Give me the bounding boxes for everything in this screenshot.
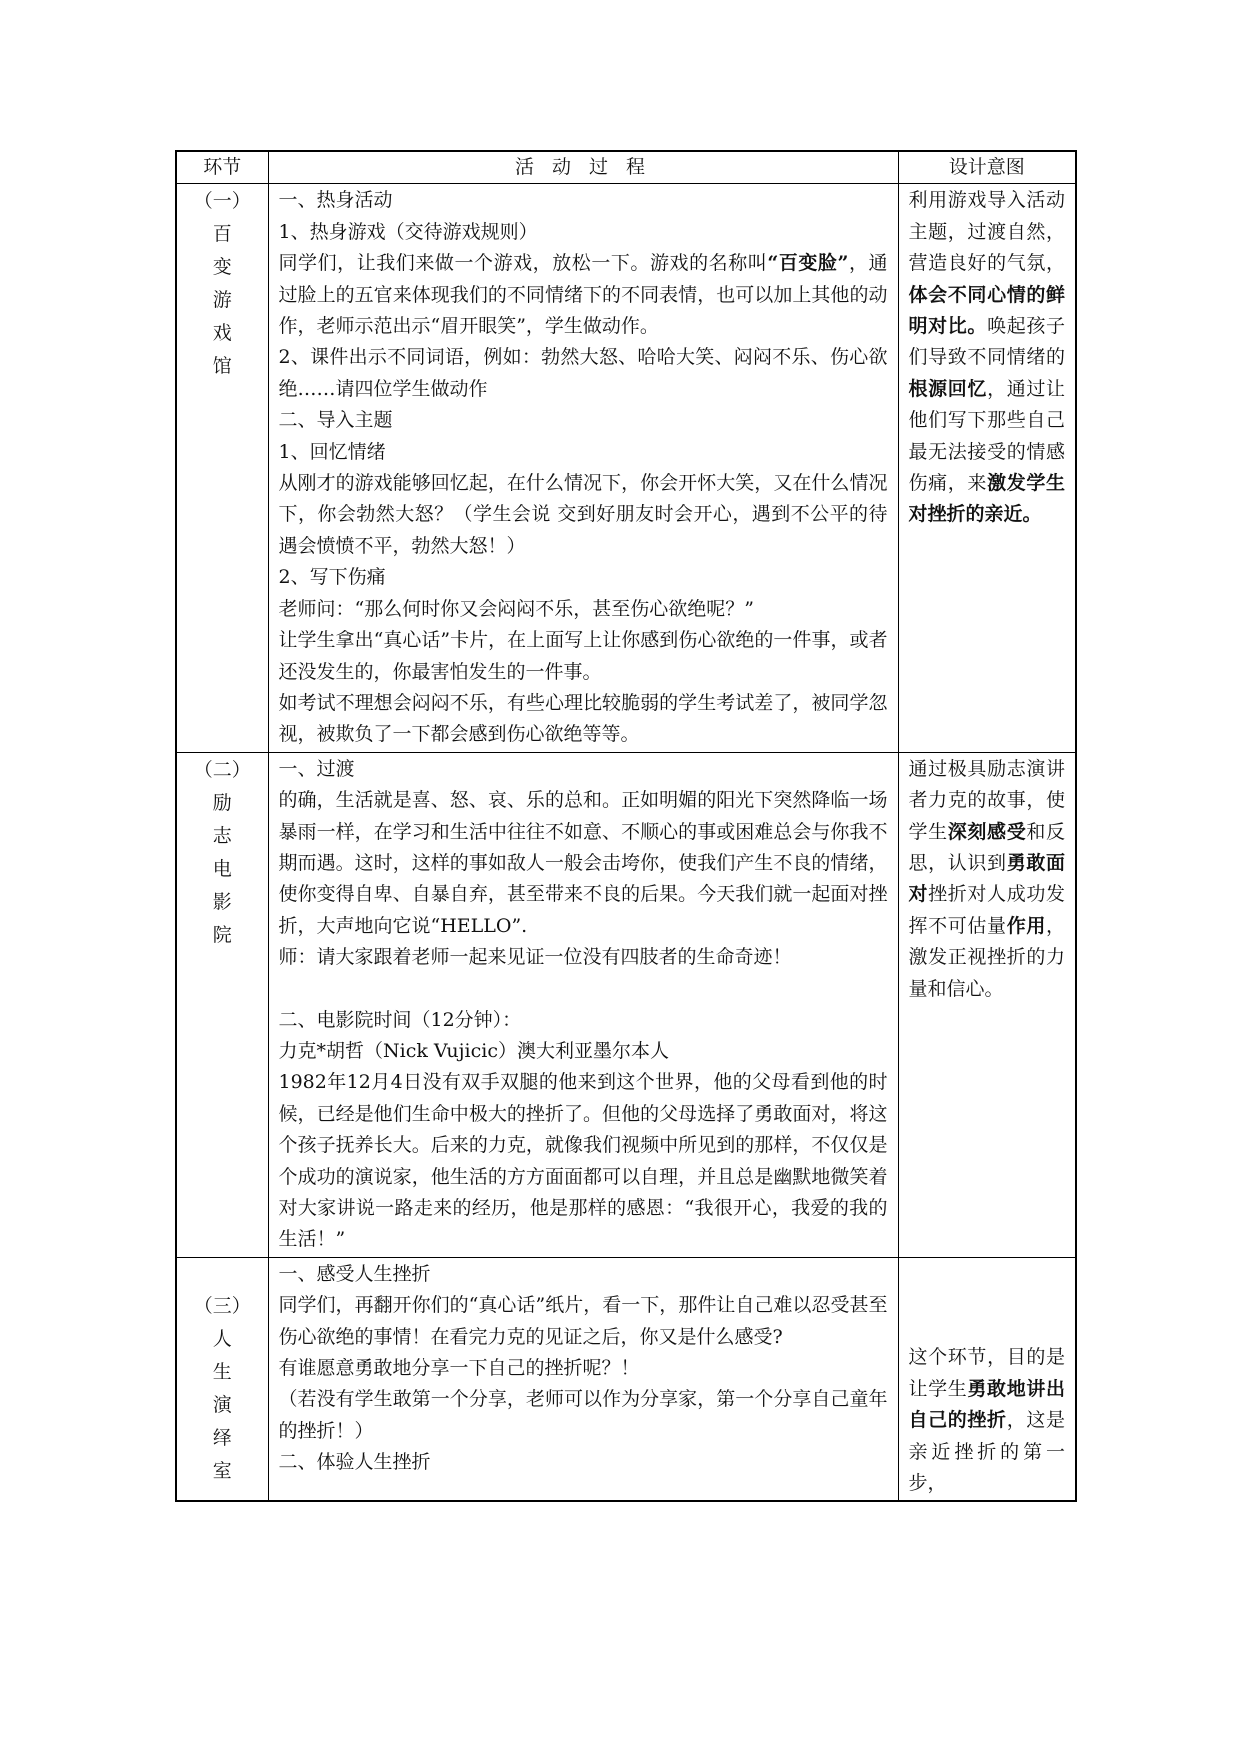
lesson-plan-table [175, 150, 1077, 1502]
intent-emphasis: 深刻感受 [947, 820, 1027, 843]
intent-part: 通过极具励志演讲者力克的故事，使学生 [908, 757, 1065, 843]
stage-name-char: 室 [212, 1459, 232, 1482]
activity-line: 1、回忆情绪 [278, 440, 386, 463]
intent-part: 挫折对人成功发挥不可估量 [908, 883, 1065, 937]
header-activity: 活 动 过 程 [268, 151, 898, 184]
table-row [176, 184, 1076, 752]
activity-line: 一、感受人生挫折 [278, 1262, 431, 1285]
activity-line: 二、导入主题 [278, 409, 393, 432]
stage-name-char: 游 [212, 289, 232, 312]
header-stage: 环节 [176, 151, 268, 184]
header-intent: 设计意图 [898, 151, 1076, 184]
intent-emphasis: 作用 [1006, 914, 1046, 937]
activity-line: 力克*胡哲（Nick Vujicic）澳大利亚墨尔本人 [278, 1039, 669, 1062]
activity-line: 二、电影院时间（12分钟）： [278, 1008, 522, 1031]
activity-line: 1、热身游戏（交待游戏规则） [278, 220, 538, 243]
table-row [176, 752, 1076, 1257]
activity-emphasis: “百变脸” [767, 252, 849, 275]
activity-line: 2、课件出示不同词语，例如：勃然大怒、哈哈大笑、闷闷不乐、伤心欲绝……请四位学生做动作 [278, 346, 888, 400]
activity-line: 如考试不理想会闷闷不乐，有些心理比较脆弱的学生考试差了，被同学忽视，被欺负了一下都会感到伤心欲绝等等。 [278, 691, 888, 746]
activity-line: 从刚才的游戏能够回忆起，在什么情况下，你会开怀大笑，又在什么情况下，你会勃然大怒？（学生会说 交到好朋友时会开心，遇到不公平的待遇会愤愤不平，勃然大怒！） [278, 472, 888, 557]
stage-cell [176, 752, 268, 1257]
table-row [176, 1257, 1076, 1501]
stage-name-char: 馆 [212, 355, 232, 378]
stage-number: （一） [193, 190, 251, 213]
intent-part: ，激发正视挫折的力量和信心。 [908, 914, 1065, 1000]
activity-line: 让学生拿出“真心话”卡片，在上面写上让你感到伤心欲绝的一件事，或者还没发生的，你最害怕发生的一件事。 [278, 629, 888, 683]
intent-emphasis: 勇敢地讲出自己的挫折 [908, 1377, 1065, 1432]
stage-number: （三） [193, 1294, 251, 1317]
intent-cell [898, 1257, 1076, 1501]
stage-name-char: 绎 [212, 1426, 232, 1449]
intent-emphasis: 根源回忆 [908, 377, 988, 400]
stage-name-char: 院 [212, 923, 232, 946]
activity-line: 的确，生活就是喜、怒、哀、乐的总和。正如明媚的阳光下突然降临一场暴雨一样，在学习和生活中往往不如意、不顺心的事或困难总会与你我不期而遇。这时，这样的事如敌人一般会击垮你，使我们产生不良的情绪，使你变得自卑、自暴自弃，甚至带来不良的后果。今天我们就一起面对挫折，大声地向它说“HELLO”. [278, 789, 888, 937]
activity-line: 有谁愿意勇敢地分享一下自己的挫折呢？！ [278, 1357, 640, 1380]
activity-line [279, 248, 888, 342]
activity-line: 2、写下伤痛 [278, 566, 386, 589]
stage-name-char: 生 [212, 1360, 232, 1383]
intent-cell [898, 184, 1076, 752]
blank-line [279, 974, 888, 1005]
stage-name-char: 励 [212, 791, 232, 814]
activity-line: 一、热身活动 [278, 189, 393, 212]
activity-line: 老师问：“那么何时你又会闷闷不乐，甚至伤心欲绝呢？” [278, 597, 754, 620]
intent-emphasis: 勇敢面对 [908, 851, 1065, 906]
stage-title [187, 1290, 258, 1488]
stage-name [187, 1323, 258, 1488]
intent-part: ，这是亲近挫折的第一步， [908, 1409, 1065, 1494]
table-header-row [176, 151, 1076, 184]
stage-name-char: 百 [212, 223, 232, 246]
intent-text [909, 185, 1066, 530]
intent-part: 利用游戏导入活动主题，过渡自然，营造良好的气氛， [908, 189, 1065, 275]
activity-line: 一、过渡 [278, 757, 355, 780]
activity-line: 师：请大家跟着老师一起来见证一位没有四肢者的生命奇迹！ [278, 946, 792, 969]
intent-part: ，通过让他们写下那些自己最无法接受的情感伤痛，来 [908, 377, 1065, 495]
intent-emphasis: 激发学生对挫折的亲近。 [908, 472, 1065, 526]
stage-name-char: 变 [212, 256, 232, 279]
stage-name-char: 电 [212, 857, 232, 880]
activity-line: 同学们，再翻开你们的“真心话”纸片，看一下，那件让自己难以忍受甚至伤心欲绝的事情！在看完力克的见证之后，你又是什么感受? [278, 1294, 888, 1348]
stage-name [187, 787, 258, 952]
activity-line: 二、体验人生挫折 [278, 1451, 431, 1474]
stage-title [187, 185, 258, 383]
stage-cell [176, 1257, 268, 1501]
stage-number: （二） [193, 758, 251, 781]
activity-text: ，通过脸上的五官来体现我们的不同情绪下的不同表情，也可以加上其他的动作，老师示范出示“眉开眼笑”，学生做动作。 [278, 252, 888, 338]
intent-emphasis: 体会不同心情的鲜明对比。 [908, 283, 1065, 338]
intent-cell [898, 752, 1076, 1257]
stage-name-char: 演 [212, 1393, 232, 1416]
stage-name [187, 218, 258, 383]
stage-title [187, 754, 258, 952]
intent-text [909, 754, 1066, 1005]
intent-text [909, 1342, 1066, 1499]
intent-part: 和反思，认识到 [908, 820, 1065, 874]
stage-name-char: 人 [212, 1327, 232, 1350]
stage-name-char: 影 [212, 890, 232, 913]
activity-cell [268, 752, 898, 1257]
stage-cell [176, 184, 268, 752]
activity-text: 同学们，让我们来做一个游戏，放松一下。游戏的名称叫 [278, 252, 768, 275]
stage-name-char: 戏 [212, 322, 232, 345]
activity-cell [268, 1257, 898, 1501]
intent-part: 唤起孩子们导致不同情绪的 [908, 315, 1065, 369]
activity-cell [268, 184, 898, 752]
activity-line: （若没有学生敢第一个分享，老师可以作为分享家，第一个分享自己童年的挫折！） [278, 1388, 888, 1442]
activity-line: 1982年12月4日没有双手双腿的他来到这个世界，他的父母看到他的时候，已经是他们生命中极大的挫折了。但他的父母选择了勇敢面对，将这个孩子抚养长大。后来的力克，就像我们视频中所见到的那样，不仅仅是个成功的演说家，他生活的方方面面都可以自理，并且总是幽默地微笑着对大家讲说一路走来的经历，他是那样的感恩：“我很开心，我爱的我的生活！” [278, 1071, 888, 1251]
stage-name-char: 志 [212, 824, 232, 847]
intent-part: 这个环节，目的是让学生 [908, 1346, 1065, 1400]
